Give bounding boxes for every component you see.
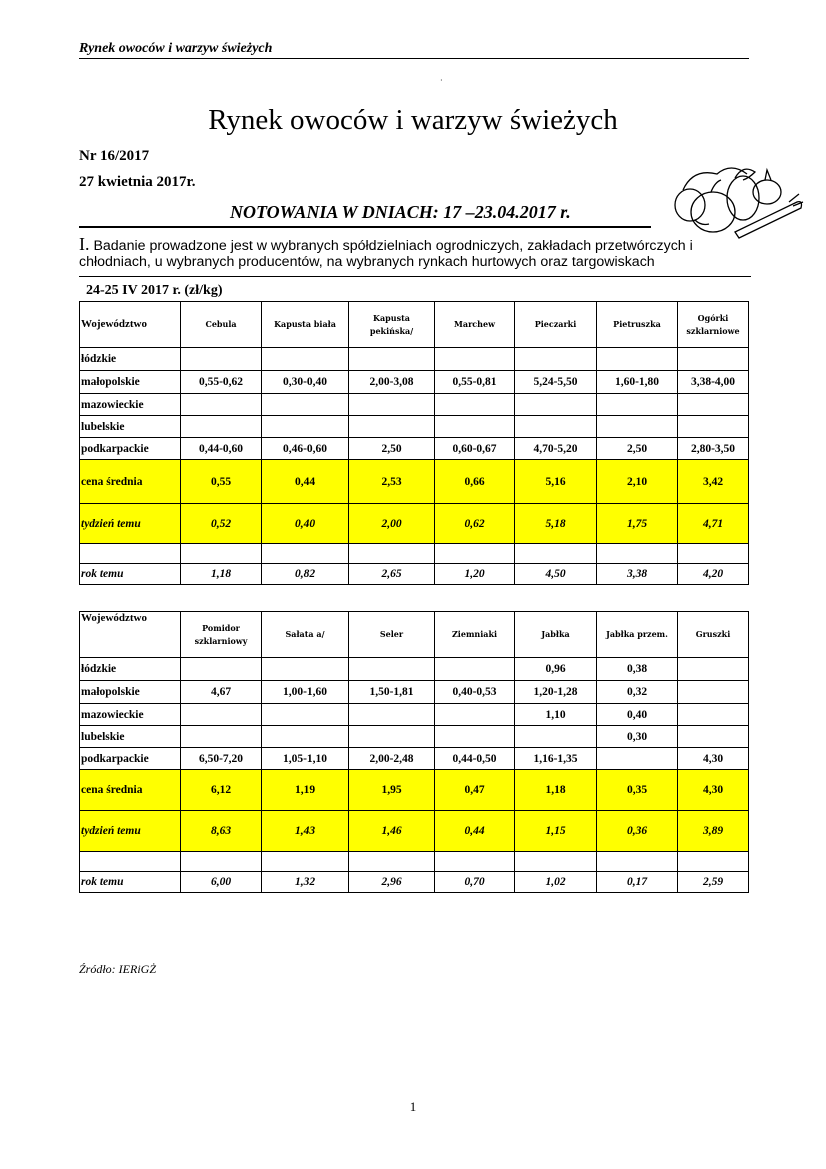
column-header: Jabłka przem. xyxy=(597,612,678,658)
column-header: Województwo xyxy=(80,302,181,348)
table-row: małopolskie 4,67 1,00-1,60 1,50-1,81 0,40-0,53 1,20-1,28 0,32 xyxy=(80,681,749,704)
table-row: podkarpackie 0,44-0,60 0,46-0,60 2,50 0,60-0,67 4,70-5,20 2,50 2,80-3,50 xyxy=(80,438,749,460)
column-header: Pieczarki xyxy=(515,302,597,348)
issue-date: 27 kwietnia 2017r. xyxy=(79,174,196,190)
heading-rule xyxy=(79,226,651,228)
table-row: podkarpackie 6,50-7,20 1,05-1,10 2,00-2,48 0,44-0,50 1,16-1,35 4,30 xyxy=(80,748,749,770)
intro-text: Badanie prowadzone jest w wybranych spółdzielniach ogrodniczych, zakładach przetwórczych i chłodniach, u wybranych producentów, na wybranych rynkach hurtowych oraz targowiskach xyxy=(79,238,693,270)
column-header: Gruszki xyxy=(678,612,749,658)
column-header: Jabłka xyxy=(515,612,597,658)
intro-rule xyxy=(79,276,751,277)
table-row: mazowieckie 1,10 0,40 xyxy=(80,704,749,726)
period-label: 24-25 IV 2017 r. (zł/kg) xyxy=(86,283,223,298)
column-header: Ziemniaki xyxy=(435,612,515,658)
year-ago-row: rok temu 6,00 1,32 2,96 0,70 1,02 0,17 2,59 xyxy=(80,872,749,893)
column-header: Marchew xyxy=(435,302,515,348)
running-header: Rynek owoców i warzyw świeżych xyxy=(79,41,749,59)
table-row: małopolskie 0,55-0,62 0,30-0,40 2,00-3,08 0,55-0,81 5,24-5,50 1,60-1,80 3,38-4,00 xyxy=(80,371,749,394)
table-row: lubelskie 0,30 xyxy=(80,726,749,748)
table-row: lubelskie xyxy=(80,416,749,438)
average-row: cena średnia 6,12 1,19 1,95 0,47 1,18 0,35 4,30 xyxy=(80,770,749,811)
column-header: Województwo xyxy=(80,612,181,658)
column-header: Seler xyxy=(349,612,435,658)
vegetables-basket-icon xyxy=(665,150,805,245)
table-row: łódzkie 0,96 0,38 xyxy=(80,658,749,681)
spacer-row xyxy=(80,544,749,564)
table-row: mazowieckie xyxy=(80,394,749,416)
price-table-2 xyxy=(79,611,749,893)
week-ago-row: tydzień temu 0,52 0,40 2,00 0,62 5,18 1,75 4,71 xyxy=(80,504,749,544)
issue-number: Nr 16/2017 xyxy=(79,148,150,164)
price-table-1 xyxy=(79,301,749,585)
year-ago-row: rok temu 1,18 0,82 2,65 1,20 4,50 3,38 4,20 xyxy=(80,564,749,585)
column-header: Pietruszka xyxy=(597,302,678,348)
source-note: Źródło: IERiGŻ xyxy=(79,962,157,976)
table-header-row xyxy=(80,302,749,348)
column-header: Kapusta biała xyxy=(262,302,349,348)
page-number: 1 xyxy=(409,1099,417,1114)
spacer-row xyxy=(80,852,749,872)
decorative-dot: · xyxy=(440,76,443,85)
column-header: Kapusta pekińska/ xyxy=(349,302,435,348)
intro-paragraph xyxy=(79,236,751,270)
column-header: Ogórki szklarniowe xyxy=(678,302,749,348)
column-header: Pomidor szklarniowy xyxy=(181,612,262,658)
intro-lead: I. xyxy=(79,234,90,254)
notowania-heading: NOTOWANIA W DNIACH: 17 –23.04.2017 r. xyxy=(230,202,571,222)
table-row: łódzkie xyxy=(80,348,749,371)
column-header: Cebula xyxy=(181,302,262,348)
column-header: Sałata a/ xyxy=(262,612,349,658)
average-row: cena średnia 0,55 0,44 2,53 0,66 5,16 2,10 3,42 xyxy=(80,460,749,504)
table-header-row xyxy=(80,612,749,658)
page-title: Rynek owoców i warzyw świeżych xyxy=(208,104,618,136)
week-ago-row: tydzień temu 8,63 1,43 1,46 0,44 1,15 0,36 3,89 xyxy=(80,811,749,852)
